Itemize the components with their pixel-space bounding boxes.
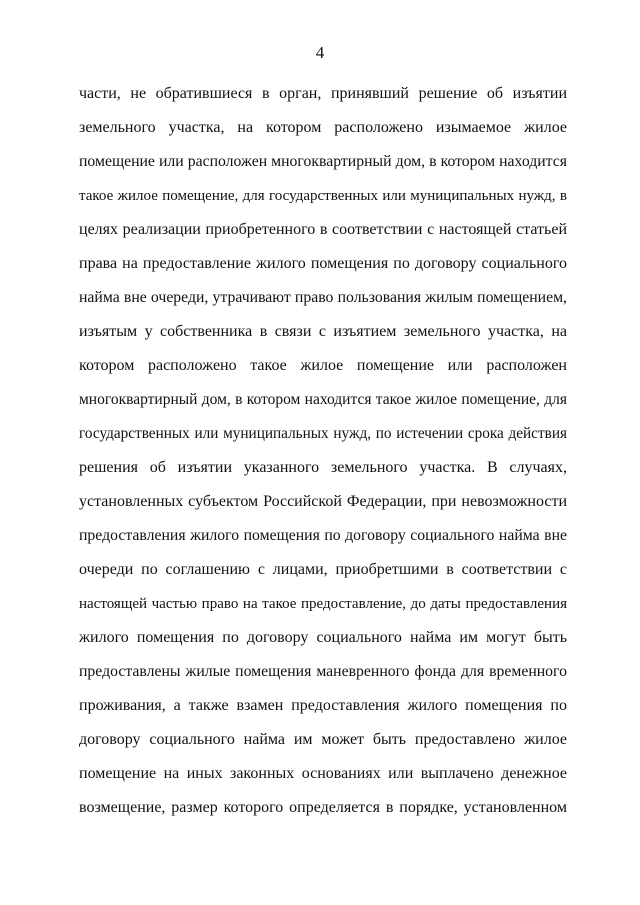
text-line: земельного участка, на котором расположено изымаемое жилое <box>79 119 567 136</box>
text-line: предоставлены жилые помещения маневренного фонда для временного <box>79 663 567 680</box>
text-line: изъятым у собственника в связи с изъятием земельного участка, на <box>79 323 567 340</box>
page-number: 4 <box>315 43 325 62</box>
text-line: проживания, а также взамен предоставления жилого помещения по <box>79 697 567 714</box>
text-line: установленных субъектом Российской Федерации, при невозможности <box>79 493 567 510</box>
text-line: настоящей частью право на такое предоставление, до даты предоставления <box>79 596 567 612</box>
text-line: котором расположено такое жилое помещение или расположен <box>79 357 567 374</box>
text-line: предоставления жилого помещения по договору социального найма вне <box>79 527 567 544</box>
text-line: найма вне очереди, утрачивают право пользования жилым помещением, <box>79 289 567 306</box>
text-line: помещение или расположен многоквартирный дом, в котором находится <box>79 153 567 170</box>
text-line: части, не обратившиеся в орган, принявший решение об изъятии <box>79 85 567 102</box>
text-line: такое жилое помещение, для государственных или муниципальных нужд, в <box>79 188 567 204</box>
text-line: решения об изъятии указанного земельного участка. В случаях, <box>79 459 567 476</box>
text-line: помещение на иных законных основаниях или выплачено денежное <box>79 765 567 782</box>
text-line: возмещение, размер которого определяется в порядке, установленном <box>79 799 567 816</box>
text-line: целях реализации приобретенного в соответствии с настоящей статьей <box>79 221 567 238</box>
text-line: договору социального найма им может быть предоставлено жилое <box>79 731 567 748</box>
text-line: жилого помещения по договору социального найма им могут быть <box>79 629 567 646</box>
text-line: многоквартирный дом, в котором находится такое жилое помещение, для <box>79 391 567 408</box>
text-line: очереди по соглашению с лицами, приобретшими в соответствии с <box>79 561 567 578</box>
text-line: права на предоставление жилого помещения по договору социального <box>79 255 567 272</box>
text-line: государственных или муниципальных нужд, по истечении срока действия <box>79 425 567 442</box>
